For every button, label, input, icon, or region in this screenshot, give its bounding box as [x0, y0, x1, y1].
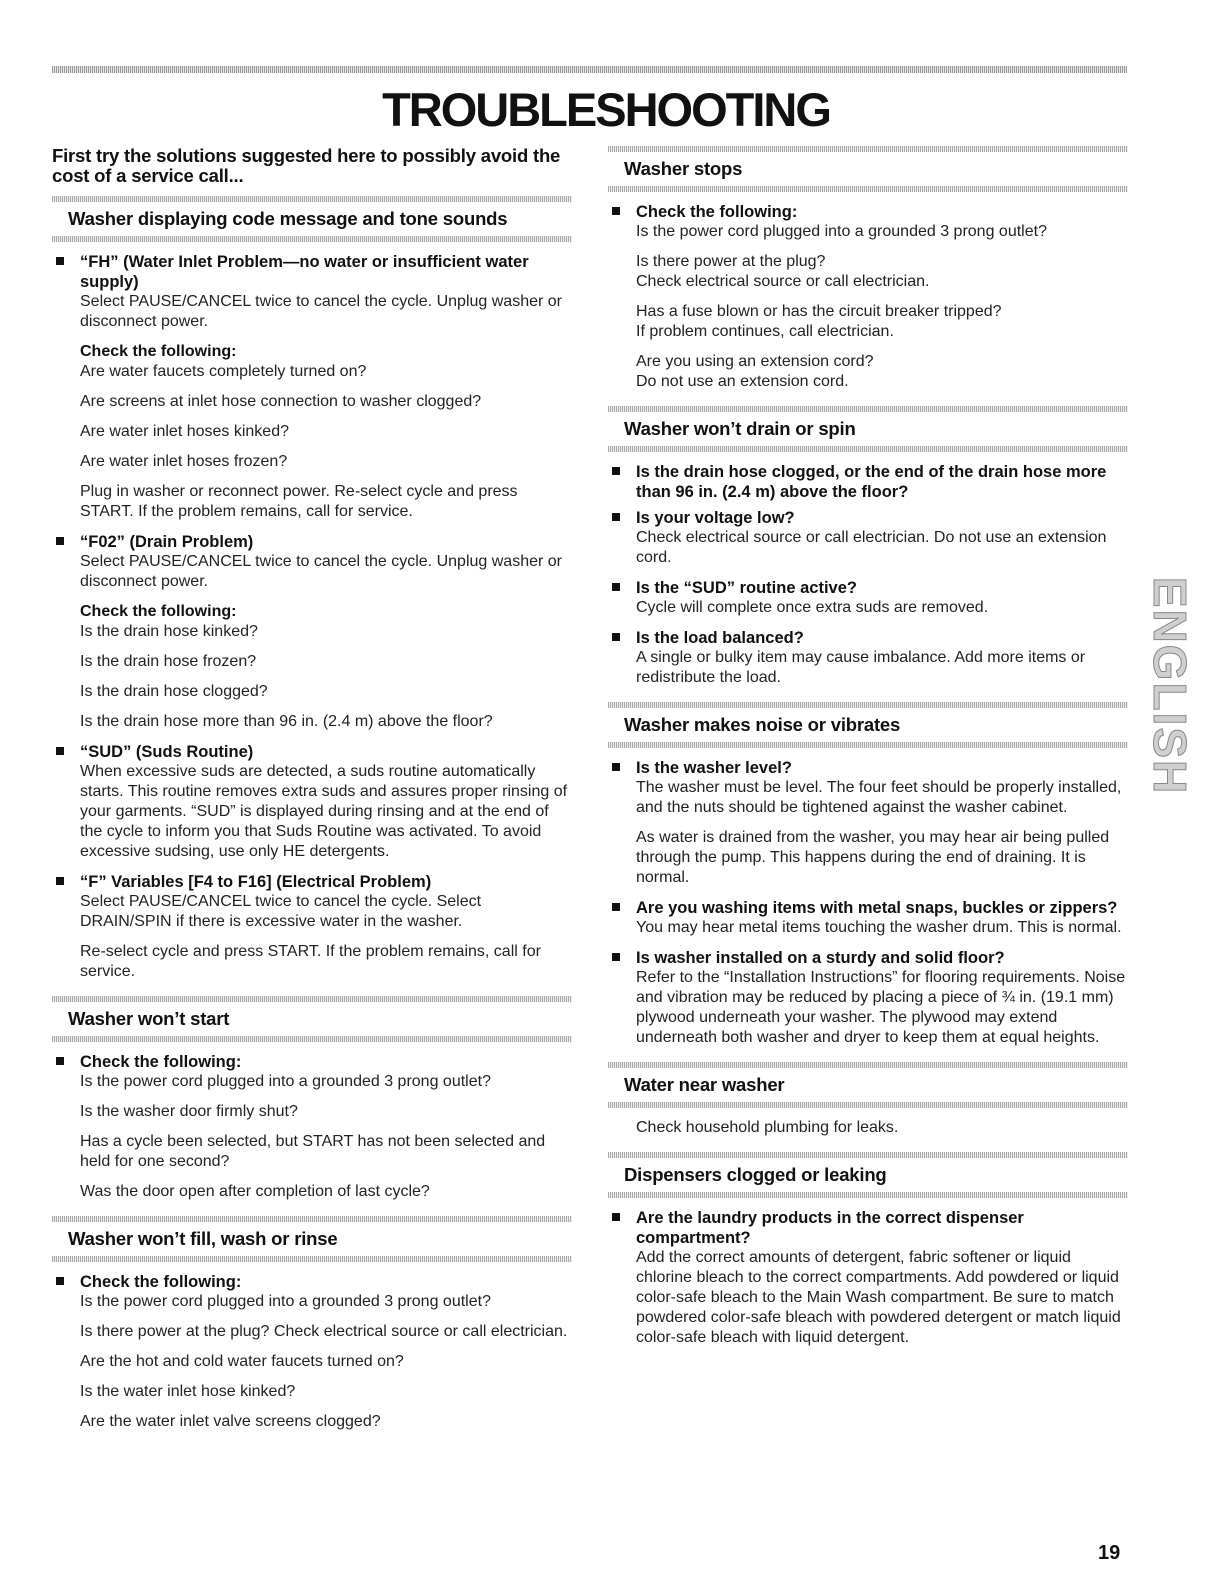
language-tab [1144, 552, 1196, 820]
item-heading: Are you washing items with metal snaps, buckles or zippers? [636, 899, 1118, 917]
top-rule [52, 66, 1127, 73]
body-text: Check electrical source or call electrician. Do not use an extension cord. [636, 529, 1107, 566]
square-bullet-icon [56, 537, 64, 545]
body-text: You may hear metal items touching the washer drum. This is normal. [636, 919, 1122, 936]
item-heading: Are the laundry products in the correct dispenser compartment? [636, 1209, 1024, 1247]
body-text: When excessive suds are detected, a suds routine automatically starts. This routine removes extra suds and assures proper rinsing of your garments. “SUD” is displayed during rinsing and at the end of the cycle to inform you that Suds Routine was activated. To avoid excessive sudsing, use only HE detergents. [80, 763, 568, 860]
square-bullet-icon [56, 1277, 64, 1285]
body-text: Select PAUSE/CANCEL twice to cancel the cycle. Select DRAIN/SPIN if there is excessive water in the washer. [80, 893, 482, 930]
body-text: Check electrical source or call electrician. [636, 273, 930, 290]
item-heading: Is the washer level? [636, 759, 792, 777]
body-text: Are the hot and cold water faucets turned on? [80, 1353, 404, 1370]
body-text: Re-select cycle and press START. If the problem remains, call for service. [80, 943, 541, 980]
list-item [608, 948, 1128, 1048]
body-text: Cycle will complete once extra suds are removed. [636, 599, 989, 616]
list-item [608, 508, 1128, 568]
left-sections [52, 196, 572, 1432]
list-item [608, 1208, 1128, 1348]
item-heading: Check the following: [80, 1273, 242, 1291]
list-item [52, 872, 572, 982]
body-text: Is the power cord plugged into a grounded 3 prong outlet? [80, 1073, 491, 1090]
square-bullet-icon [56, 747, 64, 755]
body-text: Plug in washer or reconnect power. Re-select cycle and press START. If the problem remains, call for service. [80, 483, 518, 520]
body-text: Is the drain hose frozen? [80, 653, 257, 670]
square-bullet-icon [612, 583, 620, 591]
body-text: The washer must be level. The four feet should be properly installed, and the nuts should be tightened against the washer cabinet. [636, 779, 1122, 816]
item-heading: Is the drain hose clogged, or the end of the drain hose more than 96 in. (2.4 m) above the floor? [636, 463, 1107, 501]
body-text: Check household plumbing for leaks. [636, 1119, 899, 1136]
section-items [52, 242, 572, 982]
section-items [52, 1262, 572, 1432]
page-title: TROUBLESHOOTING [382, 83, 830, 136]
section-items [608, 192, 1128, 392]
square-bullet-icon [612, 513, 620, 521]
list-item [52, 532, 572, 732]
body-text: Are the water inlet valve screens clogged? [80, 1413, 381, 1430]
section-heading: Washer won’t fill, wash or rinse [68, 1228, 338, 1249]
square-bullet-icon [612, 903, 620, 911]
troubleshooting-section [608, 146, 1128, 392]
body-text: As water is drained from the washer, you may hear air being pulled through the pump. This happens during the end of draining. It is normal. [636, 829, 1110, 886]
list-item [52, 742, 572, 862]
item-heading: Is the “SUD” routine active? [636, 579, 857, 597]
item-heading: “F02” (Drain Problem) [80, 533, 254, 551]
body-text: Is there power at the plug? [636, 253, 826, 270]
intro-text: First try the solutions suggested here to possibly avoid the cost of a service call... [52, 145, 561, 186]
body-text: Select PAUSE/CANCEL twice to cancel the cycle. Unplug washer or disconnect power. [80, 293, 562, 330]
square-bullet-icon [612, 763, 620, 771]
body-text: Is the drain hose more than 96 in. (2.4 m) above the floor? [80, 713, 493, 730]
body-text: Are water faucets completely turned on? [80, 363, 367, 380]
list-item [608, 462, 1128, 502]
item-heading: Is your voltage low? [636, 509, 795, 527]
list-item [608, 578, 1128, 618]
troubleshooting-section [52, 196, 572, 982]
body-text: Select PAUSE/CANCEL twice to cancel the cycle. Unplug washer or disconnect power. [80, 553, 562, 590]
language-tab-label: ENGLISH [1144, 576, 1196, 796]
troubleshooting-section [608, 406, 1128, 688]
troubleshooting-section [608, 702, 1128, 1048]
troubleshooting-section [52, 1216, 572, 1432]
section-heading: Washer displaying code message and tone sounds [68, 208, 508, 229]
section-items [52, 1042, 572, 1202]
section-heading: Water near washer [624, 1074, 785, 1095]
body-text: Are water inlet hoses kinked? [80, 423, 289, 440]
item-heading: “F” Variables [F4 to F16] (Electrical Problem) [80, 873, 432, 891]
check-label: Check the following: [80, 603, 237, 620]
body-text: Refer to the “Installation Instructions” for flooring requirements. Noise and vibration may be reduced by placing a piece of ¾ in. (19.1 mm) plywood underneath your washer. The plywood may extend underneath both washer and dryer to keep them at equal heights. [636, 969, 1126, 1046]
list-item [608, 758, 1128, 888]
list-item [52, 1272, 572, 1432]
right-sections [608, 146, 1128, 1348]
item-heading: “FH” (Water Inlet Problem—no water or insufficient water supply) [80, 253, 529, 291]
section-heading: Washer makes noise or vibrates [624, 714, 901, 735]
item-heading: Check the following: [80, 1053, 242, 1071]
square-bullet-icon [612, 633, 620, 641]
square-bullet-icon [56, 257, 64, 265]
body-text: Is the power cord plugged into a grounded 3 prong outlet? [636, 223, 1047, 240]
section-text-wrap [608, 1108, 1128, 1138]
list-item [608, 628, 1128, 688]
body-text: Add the correct amounts of detergent, fabric softener or liquid chlorine bleach to the correct compartments. Add powdered or liquid color-safe bleach to the Main Wash compartment. Be sure to match powdered color-safe bleach with powdered detergent or match liquid color-safe bleach with liquid detergent. [636, 1249, 1121, 1346]
body-text: If problem continues, call electrician. [636, 323, 894, 340]
list-item [608, 202, 1128, 392]
section-items [608, 748, 1128, 1048]
section-heading: Washer won’t drain or spin [624, 418, 856, 439]
item-heading: Is washer installed on a sturdy and solid floor? [636, 949, 1005, 967]
square-bullet-icon [612, 953, 620, 961]
left-column [52, 146, 572, 1446]
troubleshooting-section [52, 996, 572, 1202]
square-bullet-icon [612, 207, 620, 215]
troubleshooting-section [608, 1152, 1128, 1348]
body-text: Do not use an extension cord. [636, 373, 849, 390]
right-column [608, 146, 1128, 1362]
body-text: A single or bulky item may cause imbalance. Add more items or redistribute the load. [636, 649, 1086, 686]
square-bullet-icon [56, 877, 64, 885]
item-heading: Is the load balanced? [636, 629, 804, 647]
square-bullet-icon [56, 1057, 64, 1065]
body-text: Are water inlet hoses frozen? [80, 453, 288, 470]
square-bullet-icon [612, 467, 620, 475]
body-text: Is the water inlet hose kinked? [80, 1383, 296, 1400]
list-item [608, 898, 1128, 938]
list-item [52, 252, 572, 522]
item-heading: Check the following: [636, 203, 798, 221]
troubleshooting-section [608, 1062, 1128, 1138]
body-text: Is there power at the plug? Check electrical source or call electrician. [80, 1323, 568, 1340]
section-heading: Washer stops [624, 158, 743, 179]
body-text: Has a fuse blown or has the circuit breaker tripped? [636, 303, 1002, 320]
item-heading: “SUD” (Suds Routine) [80, 743, 254, 761]
body-text: Is the power cord plugged into a grounded 3 prong outlet? [80, 1293, 491, 1310]
section-heading: Dispensers clogged or leaking [624, 1164, 887, 1185]
section-items [608, 452, 1128, 688]
body-text: Are screens at inlet hose connection to washer clogged? [80, 393, 482, 410]
section-heading: Washer won’t start [68, 1008, 230, 1029]
body-text: Is the washer door firmly shut? [80, 1103, 298, 1120]
square-bullet-icon [612, 1213, 620, 1221]
body-text: Is the drain hose clogged? [80, 683, 268, 700]
body-text: Has a cycle been selected, but START has not been selected and held for one second? [80, 1133, 546, 1170]
page-number: 19 [1098, 1542, 1121, 1564]
check-label: Check the following: [80, 343, 237, 360]
list-item [52, 1052, 572, 1202]
body-text: Are you using an extension cord? [636, 353, 874, 370]
body-text: Was the door open after completion of last cycle? [80, 1183, 430, 1200]
section-items [608, 1198, 1128, 1348]
body-text: Is the drain hose kinked? [80, 623, 258, 640]
